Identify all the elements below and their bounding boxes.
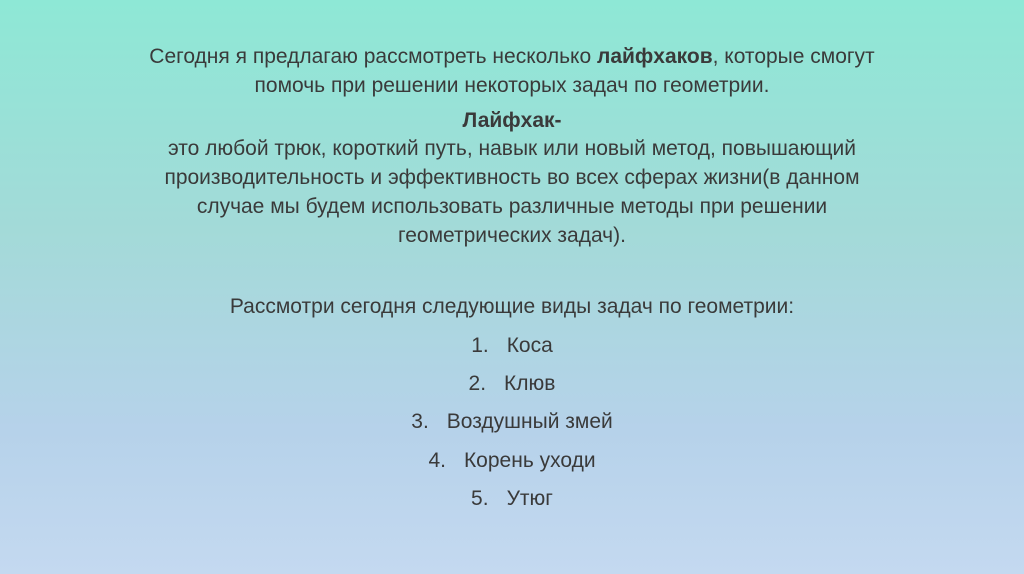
- list-item-number: 4.: [428, 449, 446, 472]
- definition-line-1: это любой трюк, короткий путь, навык или новый метод, повышающий: [168, 137, 856, 160]
- list-item-number: 3.: [411, 410, 429, 433]
- list-item-number: 1.: [471, 334, 489, 357]
- intro-text-start: Сегодня я предлагаю рассмотреть несколько: [149, 45, 597, 68]
- list-item: [100, 446, 924, 475]
- tasks-intro: Рассмотри сегодня следующие виды задач по геометрии:: [229, 295, 795, 318]
- list-item-number: 5.: [471, 487, 489, 510]
- list-item-label: Воздушный змей: [446, 410, 613, 433]
- intro-bold-word: лайфхаков: [596, 45, 713, 68]
- term-title: Лайфхак-: [462, 109, 562, 132]
- list-item: [100, 407, 924, 436]
- intro-text-end: , которые смогут: [712, 45, 875, 68]
- definition-line-4: геометрических задач).: [398, 224, 626, 247]
- definition-line-2: производительность и эффективность во всех сферах жизни(в данном: [164, 166, 860, 189]
- term-definition: [100, 134, 924, 250]
- intro-line-1: [100, 42, 924, 71]
- list-item-label: Коса: [506, 334, 553, 357]
- intro-paragraph: [100, 42, 924, 100]
- list-item-label: Клюв: [504, 372, 556, 395]
- intro-line-2: помочь при решении некоторых задач по геометрии.: [254, 74, 770, 97]
- list-item-label: Корень уходи: [463, 449, 596, 472]
- list-item: [100, 331, 924, 360]
- list-item: [100, 484, 924, 513]
- list-item-number: 2.: [468, 372, 487, 395]
- list-item: [100, 369, 924, 398]
- list-item-label: Утюг: [506, 487, 553, 510]
- definition-line-3: случае мы будем использовать различные методы при решении: [196, 195, 828, 218]
